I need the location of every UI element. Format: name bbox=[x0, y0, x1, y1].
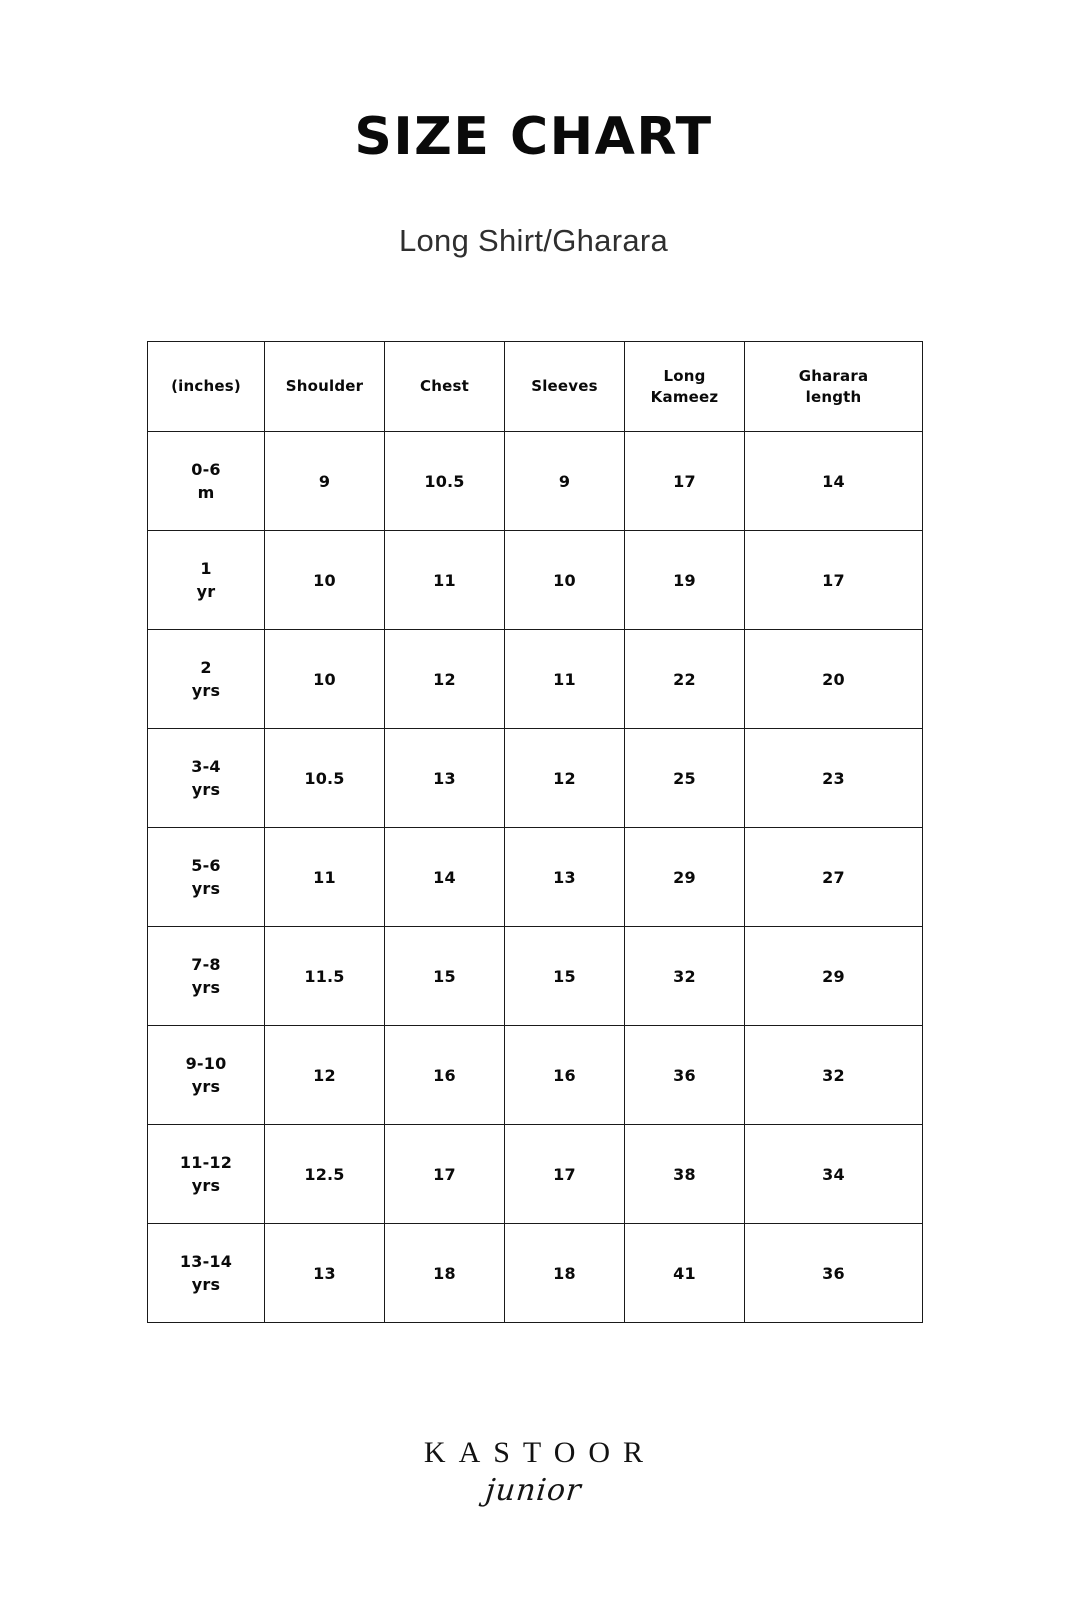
size-label-line: yrs bbox=[191, 1176, 221, 1195]
cell-long-kameez: 25 bbox=[625, 729, 745, 828]
table-row bbox=[148, 432, 923, 531]
size-label-line: yrs bbox=[191, 879, 221, 898]
brand-footer bbox=[0, 1438, 1067, 1506]
size-label-line: 3-4 bbox=[191, 756, 221, 776]
cell-chest: 11 bbox=[385, 531, 505, 630]
size-label-line: 0-6 bbox=[191, 459, 221, 479]
column-header-line: Gharara bbox=[798, 366, 869, 385]
cell-sleeves: 13 bbox=[505, 828, 625, 927]
cell-shoulder: 10.5 bbox=[265, 729, 385, 828]
cell-gharara-length: 34 bbox=[745, 1125, 923, 1224]
size-label-line: 11-12 bbox=[179, 1152, 233, 1172]
table-body bbox=[148, 432, 923, 1323]
cell-shoulder: 12.5 bbox=[265, 1125, 385, 1224]
page-header bbox=[0, 0, 1067, 259]
cell-gharara-length: 36 bbox=[745, 1224, 923, 1323]
size-label-line: yrs bbox=[191, 978, 221, 997]
cell-chest: 16 bbox=[385, 1026, 505, 1125]
column-header-2 bbox=[385, 342, 505, 432]
cell-chest: 15 bbox=[385, 927, 505, 1026]
size-label-cell bbox=[148, 729, 265, 828]
column-header-1 bbox=[265, 342, 385, 432]
cell-gharara-length: 23 bbox=[745, 729, 923, 828]
cell-gharara-length: 27 bbox=[745, 828, 923, 927]
cell-sleeves: 11 bbox=[505, 630, 625, 729]
cell-shoulder: 10 bbox=[265, 630, 385, 729]
cell-gharara-length: 14 bbox=[745, 432, 923, 531]
page-title: SIZE CHART bbox=[354, 107, 713, 167]
table-row bbox=[148, 1224, 923, 1323]
column-header-4 bbox=[625, 342, 745, 432]
column-header-line: (inches) bbox=[171, 377, 241, 396]
table-row bbox=[148, 630, 923, 729]
column-header-3 bbox=[505, 342, 625, 432]
table-row bbox=[148, 828, 923, 927]
cell-long-kameez: 38 bbox=[625, 1125, 745, 1224]
cell-sleeves: 18 bbox=[505, 1224, 625, 1323]
cell-long-kameez: 29 bbox=[625, 828, 745, 927]
cell-sleeves: 9 bbox=[505, 432, 625, 531]
size-label-cell bbox=[148, 927, 265, 1026]
size-label-line: 9-10 bbox=[185, 1053, 227, 1073]
column-header-line: Long bbox=[663, 366, 706, 385]
column-header-line: length bbox=[805, 387, 862, 406]
table-row bbox=[148, 729, 923, 828]
size-label-cell bbox=[148, 1125, 265, 1224]
size-label-cell bbox=[148, 630, 265, 729]
size-label-cell bbox=[148, 1026, 265, 1125]
cell-chest: 18 bbox=[385, 1224, 505, 1323]
cell-long-kameez: 36 bbox=[625, 1026, 745, 1125]
size-label-line: yrs bbox=[191, 780, 221, 799]
cell-chest: 14 bbox=[385, 828, 505, 927]
cell-long-kameez: 17 bbox=[625, 432, 745, 531]
table-header-row bbox=[148, 342, 923, 432]
cell-chest: 13 bbox=[385, 729, 505, 828]
size-label-line: 5-6 bbox=[191, 855, 221, 875]
cell-shoulder: 9 bbox=[265, 432, 385, 531]
column-header-5 bbox=[745, 342, 923, 432]
size-label-cell bbox=[148, 1224, 265, 1323]
cell-sleeves: 15 bbox=[505, 927, 625, 1026]
cell-long-kameez: 22 bbox=[625, 630, 745, 729]
table-row bbox=[148, 531, 923, 630]
table-row bbox=[148, 1125, 923, 1224]
table-header bbox=[148, 342, 923, 432]
cell-long-kameez: 32 bbox=[625, 927, 745, 1026]
brand-name: KASTOOR bbox=[423, 1436, 657, 1469]
cell-sleeves: 10 bbox=[505, 531, 625, 630]
table-row bbox=[148, 1026, 923, 1125]
size-label-line: yr bbox=[196, 582, 216, 601]
cell-long-kameez: 41 bbox=[625, 1224, 745, 1323]
size-chart-table-container bbox=[147, 341, 920, 1323]
column-header-line: Sleeves bbox=[531, 377, 598, 396]
cell-shoulder: 11 bbox=[265, 828, 385, 927]
size-label-cell bbox=[148, 531, 265, 630]
cell-gharara-length: 32 bbox=[745, 1026, 923, 1125]
page-subtitle: Long Shirt/Gharara bbox=[398, 222, 669, 258]
column-header-0 bbox=[148, 342, 265, 432]
cell-long-kameez: 19 bbox=[625, 531, 745, 630]
table-row bbox=[148, 927, 923, 1026]
cell-chest: 17 bbox=[385, 1125, 505, 1224]
cell-gharara-length: 17 bbox=[745, 531, 923, 630]
size-chart-table bbox=[147, 341, 923, 1323]
column-header-line: Chest bbox=[420, 377, 469, 396]
cell-gharara-length: 20 bbox=[745, 630, 923, 729]
size-label-line: m bbox=[197, 483, 215, 502]
size-label-cell bbox=[148, 432, 265, 531]
size-label-line: yrs bbox=[191, 1275, 221, 1294]
cell-chest: 10.5 bbox=[385, 432, 505, 531]
size-label-line: 7-8 bbox=[191, 954, 221, 974]
size-label-line: 2 bbox=[200, 657, 212, 677]
cell-sleeves: 12 bbox=[505, 729, 625, 828]
cell-shoulder: 12 bbox=[265, 1026, 385, 1125]
cell-sleeves: 16 bbox=[505, 1026, 625, 1125]
size-label-line: yrs bbox=[191, 681, 221, 700]
size-label-line: yrs bbox=[191, 1077, 221, 1096]
cell-shoulder: 13 bbox=[265, 1224, 385, 1323]
cell-shoulder: 11.5 bbox=[265, 927, 385, 1026]
cell-chest: 12 bbox=[385, 630, 505, 729]
column-header-line: Kameez bbox=[650, 387, 719, 406]
cell-shoulder: 10 bbox=[265, 531, 385, 630]
brand-tagline: junior bbox=[483, 1473, 584, 1508]
cell-gharara-length: 29 bbox=[745, 927, 923, 1026]
cell-sleeves: 17 bbox=[505, 1125, 625, 1224]
size-label-line: 13-14 bbox=[179, 1251, 233, 1271]
column-header-line: Shoulder bbox=[285, 377, 364, 396]
size-label-line: 1 bbox=[200, 558, 212, 578]
size-label-cell bbox=[148, 828, 265, 927]
